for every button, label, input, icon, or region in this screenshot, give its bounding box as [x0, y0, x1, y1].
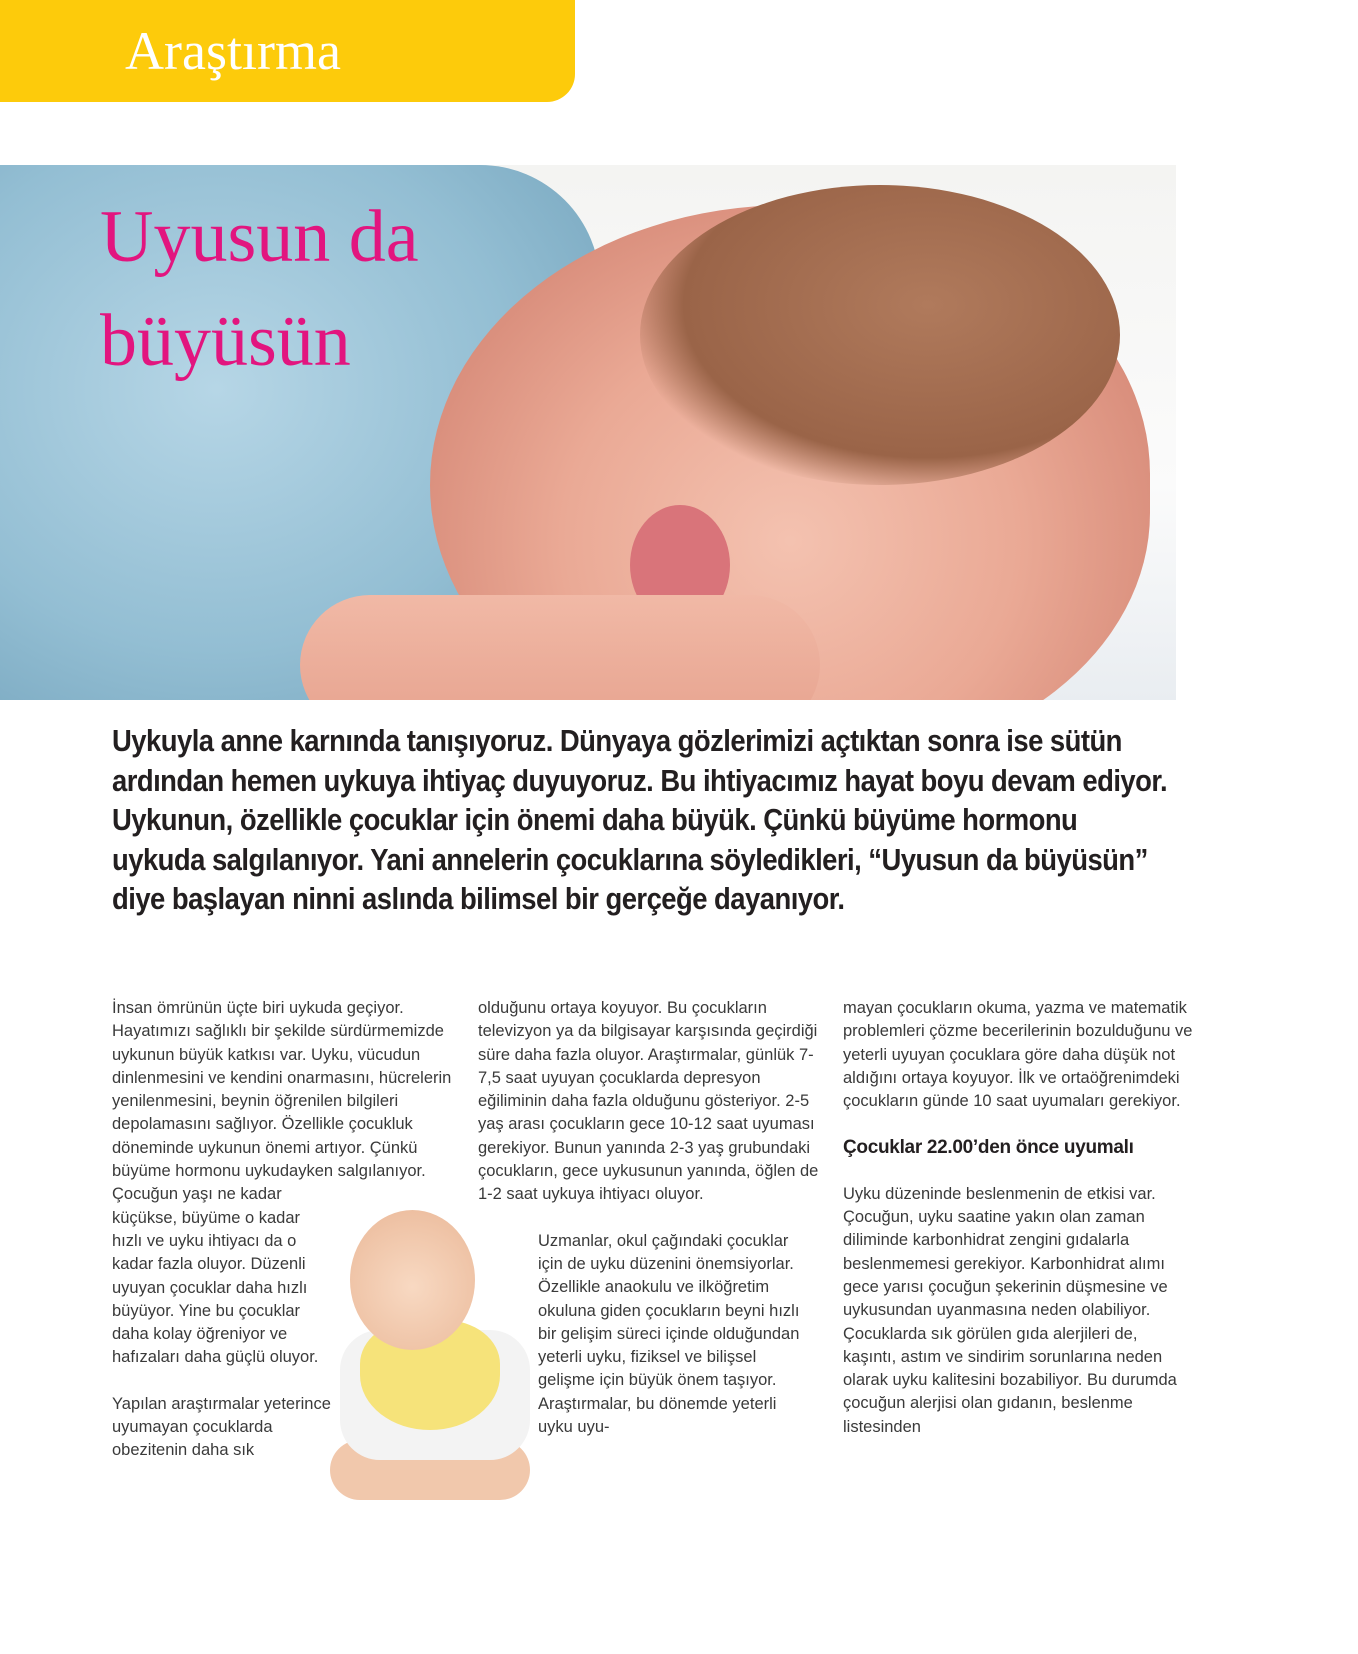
baby-head-shape [350, 1210, 475, 1350]
title-line-1: Uyusun da [100, 196, 419, 278]
section-label: Araştırma [125, 21, 341, 81]
paragraph: Uyku düzeninde beslenmenin de etkisi var. Çocuğun, uyku saatine yakın olan zaman diliminde karbonhidrat zengini gıdalarla beslenmemesi gerekiyor. Karbonhidrat alımı gece yarısı çocuğun şekerinin düşmesine ve uykusundan uyanmasına neden olabiliyor. Çocuklarda sık görülen gıda alerjileri de, kaşıntı, astım ve sindirim sorunlarına neden olarak uyku kalitesini bozabiliyor. Bu durumda çocuğun alerjisi olan gıdanın, beslenme listesinden [843, 1184, 1177, 1436]
article-title [100, 185, 419, 393]
title-line-2: büyüsün [100, 300, 351, 382]
sitting-baby-photo [330, 1210, 545, 1510]
paragraph: Yapılan araştırmalar yeterince uyumayan çocuklarda obezitenin daha sık [112, 1394, 331, 1460]
baby-arm-shape [300, 595, 820, 700]
column-3 [843, 997, 1193, 1462]
section-tab [0, 0, 575, 102]
paragraph: olduğunu ortaya koyuyor. Bu çocukların televizyon ya da bilgisayar karşısında geçirdiği süre daha fazla oluyor. Araştırmalar, günlük 7-7,5 saat uyuyan çocuklarda depresyon eğiliminin daha fazla olduğunu gösteriyor. 2-5 yaş arası çocukların gece 10-12 saat uyuması gerekiyor. Bunun yanında 2-3 yaş grubundaki çocukların, gece uykusunun yanında, öğlen de 1-2 saat uykuya ihtiyacı oluyor. [478, 999, 819, 1204]
paragraph: Uzmanlar, okul çağındaki çocuklar için de uyku düzenini önemsiyorlar. Özellikle anaokulu ve ilköğretim okuluna giden çocukların beyni hızlı bir gelişim süreci içinde olduğundan yeterli uyku, fiziksel ve bilişsel gelişme için büyük önem taşıyor. Araştırmalar, bu dönemde yeterli uyku uyu- [538, 1231, 800, 1437]
baby-hair-shape [640, 185, 1120, 485]
subheading: Çocuklar 22.00’den önce uyumalı [843, 1137, 1134, 1159]
paragraph: mayan çocukların okuma, yazma ve matematik problemleri çözme becerilerinin bozulduğunu ve yeterli uyuyan çocuklara göre daha düşük not aldığını ortaya koyuyor. İlk ve ortaöğrenimdeki çocukların günde 10 saat uyumaları gerekiyor. [843, 999, 1193, 1111]
paragraph: İnsan ömrünün üçte biri uykuda geçiyor. Hayatımızı sağlıklı bir şekilde sürdürmemizde uykunun büyük katkısı var. Uyku, vücudun dinlenmesini ve kendini onarmasını, hücrelerin yenilenmesini, beynin öğrenilen bilgileri depolamasını sağlıyor. Özellikle çocukluk döneminde uykunun önemi artıyor. Çünkü büyüme hormonu uykudayken salgılanıyor. Çocuğun yaşı ne kadar küçükse, büyüme o kadar hızlı ve uyku ihtiyacı da o kadar fazla oluyor. Düzenli uyuyan çocuklar daha hızlı büyüyor. Yine bu çocuklar daha kolay öğreniyor ve hafızaları daha güçlü oluyor. [112, 999, 452, 1367]
intro-paragraph: Uykuyla anne karnında tanışıyoruz. Dünyaya gözlerimizi açtıktan sonra ise sütün ardından hemen uykuya ihtiyaç duyuyoruz. Bu ihtiyacımız hayat boyu devam ediyor. Uykunun, özellikle çocuklar için önemi daha büyük. Çünkü büyüme hormonu uykuda salgılanıyor. Yani annelerin çocuklarına söyledikleri, “Uyusun da büyüsün” diye başlayan ninni aslında bilimsel bir gerçeğe dayanıyor. [112, 724, 1168, 916]
